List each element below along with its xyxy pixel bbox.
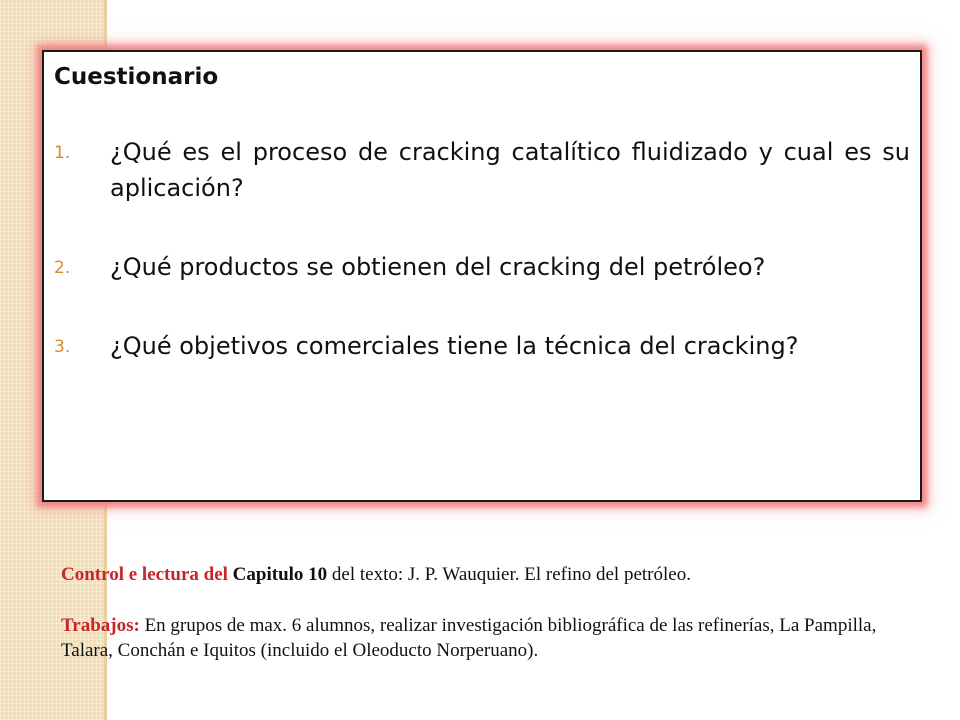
question-item-2 [54,249,910,285]
question-text: ¿Qué es el proceso de cracking catalítico fluidizado y cual es su aplicación? [110,138,910,202]
question-number: 3. [54,337,71,357]
question-number: 2. [54,258,71,278]
question-text: ¿Qué objetivos comerciales tiene la técnica del cracking? [110,332,799,360]
questionnaire-box [42,50,922,502]
control-rest: del texto: J. P. Wauquier. El refino del petróleo. [331,564,691,585]
notes-section [61,562,921,663]
control-reading-note [61,562,921,587]
assignments-note [61,613,921,663]
question-list [54,134,910,364]
question-item-3 [54,328,910,364]
control-label: Control e lectura del [61,564,228,585]
assignments-text: En grupos de max. 6 alumnos, realizar investigación bibliográfica de las refinerías, La Pampilla, Talara, Conchán e Iquitos (incluido el Oleoducto Norperuano). [61,615,877,661]
assignments-label: Trabajos: [61,615,140,636]
question-text: ¿Qué productos se obtienen del cracking del petróleo? [110,253,766,281]
question-number: 1. [54,143,71,163]
questionnaire-title: Cuestionario [54,64,219,90]
chapter-ref: Capitulo 10 [232,564,328,585]
question-item-1 [54,134,910,206]
